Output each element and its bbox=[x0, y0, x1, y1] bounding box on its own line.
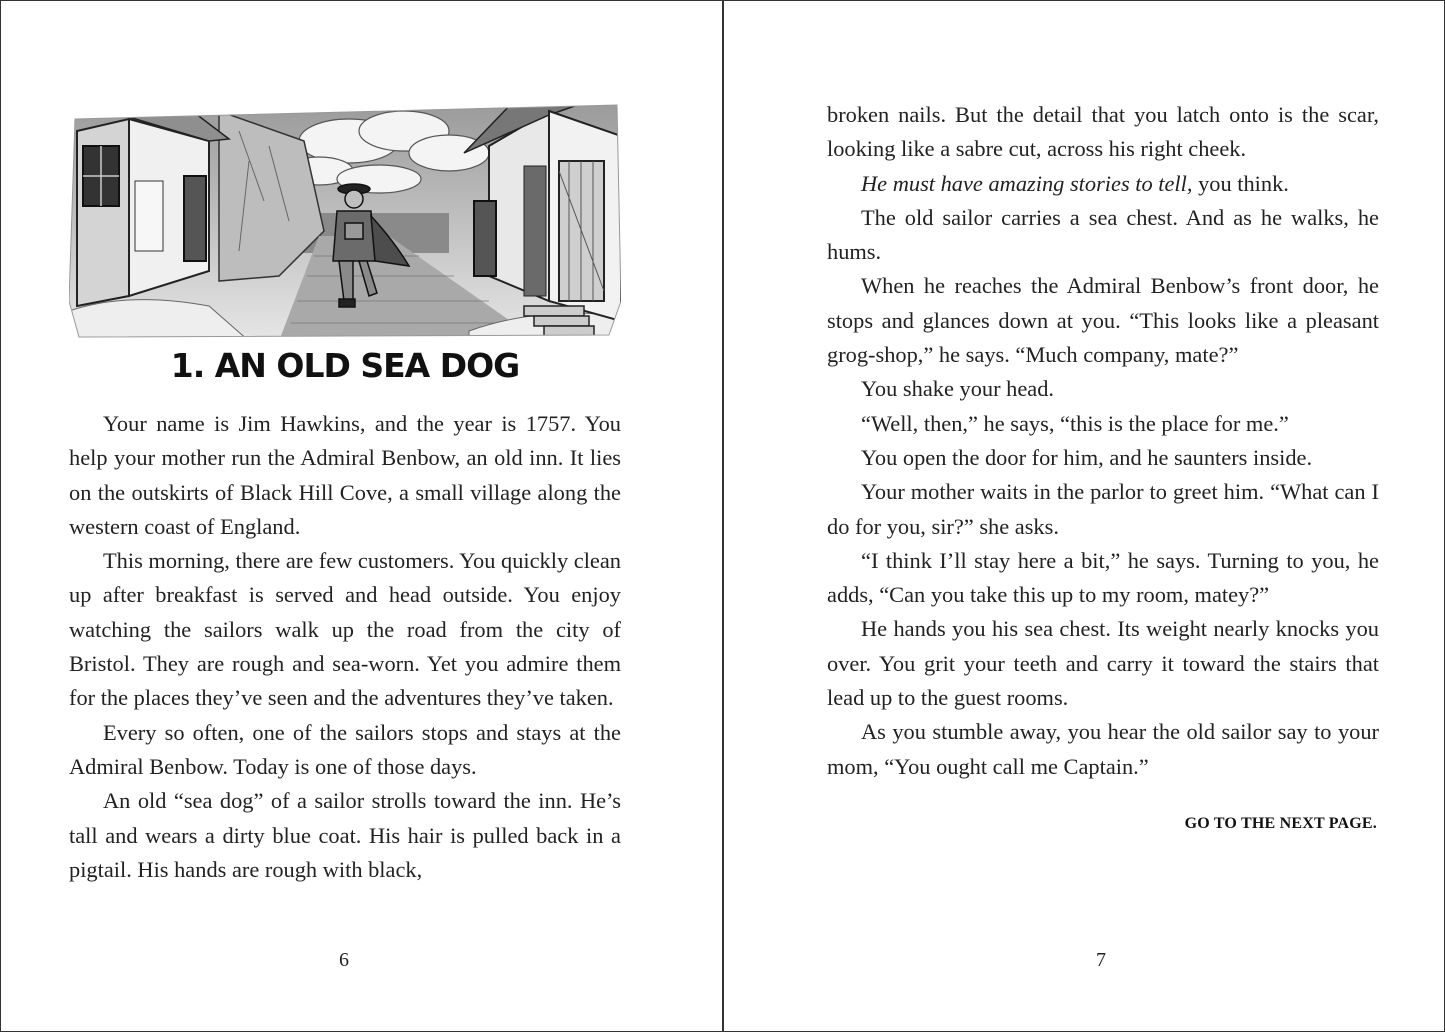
paragraph: “Well, then,” he says, “this is the place for me.” bbox=[861, 410, 1289, 436]
paragraph: Every so often, one of the sailors stops and stays at the Admiral Benbow. Today is one of those days. bbox=[69, 719, 621, 779]
right-page bbox=[724, 1, 1444, 1031]
paragraph: “I think I’ll stay here a bit,” he says. Turning to you, he adds, “Can you take this up to my room, matey?” bbox=[827, 547, 1379, 608]
italic-thought: He must have amazing stories to tell, bbox=[861, 170, 1193, 196]
paragraph-rest: you think. bbox=[1192, 170, 1289, 196]
paragraph: Your name is Jim Hawkins, and the year is 1757. You help your mother run the Admiral Benbow, an old inn. It lies on the outskirts of Black Hill Cove, a small village along the western coast of England. bbox=[69, 411, 621, 539]
paragraph: When he reaches the Admiral Benbow’s front door, he stops and glances down at you. “This looks like a pleasant grog-shop,” he says. “Much company, mate?” bbox=[827, 273, 1379, 368]
paragraph: This morning, there are few customers. You quickly clean up after breakfast is served and head outside. You enjoy watching the sailors walk up the road from the city of Bristol. They are rough and sea-worn. Yet you admire them for the places they’ve seen and the adventures they’ve taken. bbox=[69, 548, 621, 711]
page-number: 6 bbox=[339, 949, 349, 971]
page-number: 7 bbox=[1096, 949, 1106, 971]
paragraph: As you stumble away, you hear the old sailor say to your mom, “You ought call me Captain.” bbox=[827, 719, 1379, 779]
chapter-title: 1. AN OLD SEA DOG bbox=[170, 346, 520, 385]
chapter-illustration bbox=[69, 101, 621, 341]
paragraph: The old sailor carries a sea chest. And as he walks, he hums. bbox=[827, 204, 1379, 265]
paragraph bbox=[827, 167, 1379, 201]
paragraph: You open the door for him, and he saunters inside. bbox=[861, 444, 1313, 470]
right-body-text bbox=[827, 98, 1379, 784]
paragraph: He hands you his sea chest. Its weight nearly knocks you over. You grit your teeth and carry it toward the stairs that lead up to the guest rooms. bbox=[827, 616, 1379, 711]
paragraph: You shake your head. bbox=[861, 376, 1054, 402]
paragraph: Your mother waits in the parlor to greet him. “What can I do for you, sir?” she asks. bbox=[827, 479, 1379, 539]
paragraph: An old “sea dog” of a sailor strolls toward the inn. He’s tall and wears a dirty blue coat. His hair is pulled back in a pigtail. His hands are rough with black, bbox=[69, 788, 621, 882]
next-page-prompt: GO TO THE NEXT PAGE. bbox=[1184, 815, 1377, 832]
left-body-text bbox=[69, 407, 621, 887]
paragraph: broken nails. But the detail that you latch onto is the scar, looking like a sabre cut, across his right cheek. bbox=[827, 102, 1379, 162]
left-page bbox=[1, 1, 722, 1031]
